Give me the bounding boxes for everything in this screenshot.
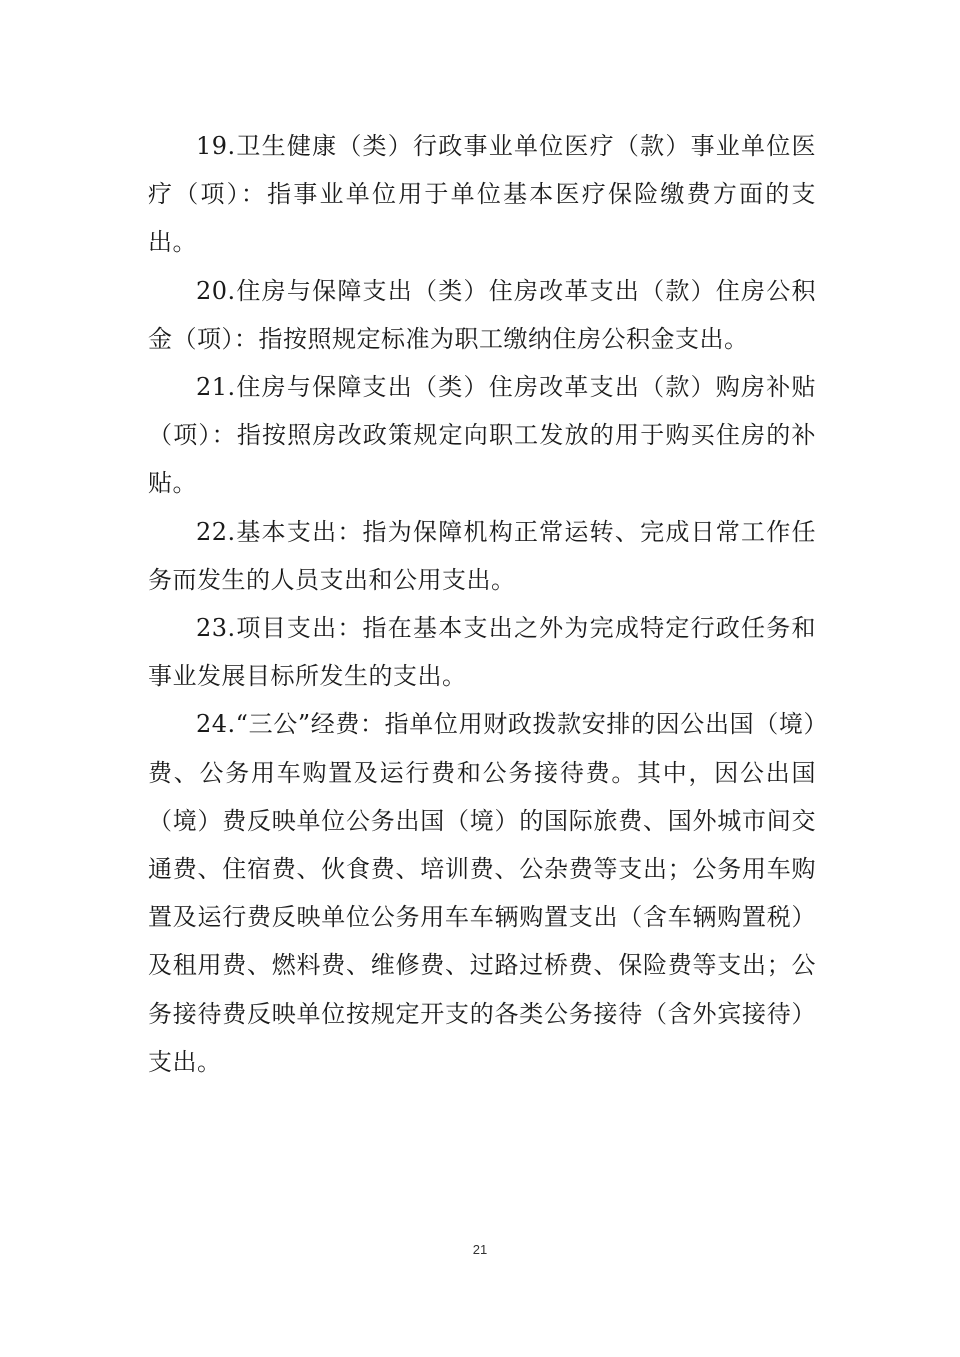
paragraph-20: 20.住房与保障支出（类）住房改革支出（款）住房公积金（项）：指按照规定标准为职工缴纳住房公积金支出。 bbox=[148, 276, 816, 353]
document-body bbox=[148, 122, 816, 1086]
paragraph-22: 22.基本支出：指为保障机构正常运转、完成日常工作任务而发生的人员支出和公用支出。 bbox=[148, 517, 816, 594]
paragraph-19: 19.卫生健康（类）行政事业单位医疗（款）事业单位医疗（项）：指事业单位用于单位基本医疗保险缴费方面的支出。 bbox=[148, 132, 816, 257]
paragraph-24: 24.“三公”经费：指单位用财政拨款安排的因公出国（境）费、公务用车购置及运行费和公务接待费。其中，因公出国（境）费反映单位公务出国（境）的国际旅费、国外城市间交通费、住宿费、伙食费、培训费、公杂费等支出；公务用车购置及运行费反映单位公务用车车辆购置支出（含车辆购置税）及租用费、燃料费、维修费、过路过桥费、保险费等支出；公务接待费反映单位按规定开支的各类公务接待（含外宾接待）支出。 bbox=[148, 710, 816, 1076]
paragraph-23: 23.项目支出：指在基本支出之外为完成特定行政任务和事业发展目标所发生的支出。 bbox=[148, 614, 816, 691]
paragraph-21: 21.住房与保障支出（类）住房改革支出（款）购房补贴（项）：指按照房改政策规定向职工发放的用于购买住房的补贴。 bbox=[148, 373, 816, 498]
page-number: 21 bbox=[472, 1242, 488, 1257]
